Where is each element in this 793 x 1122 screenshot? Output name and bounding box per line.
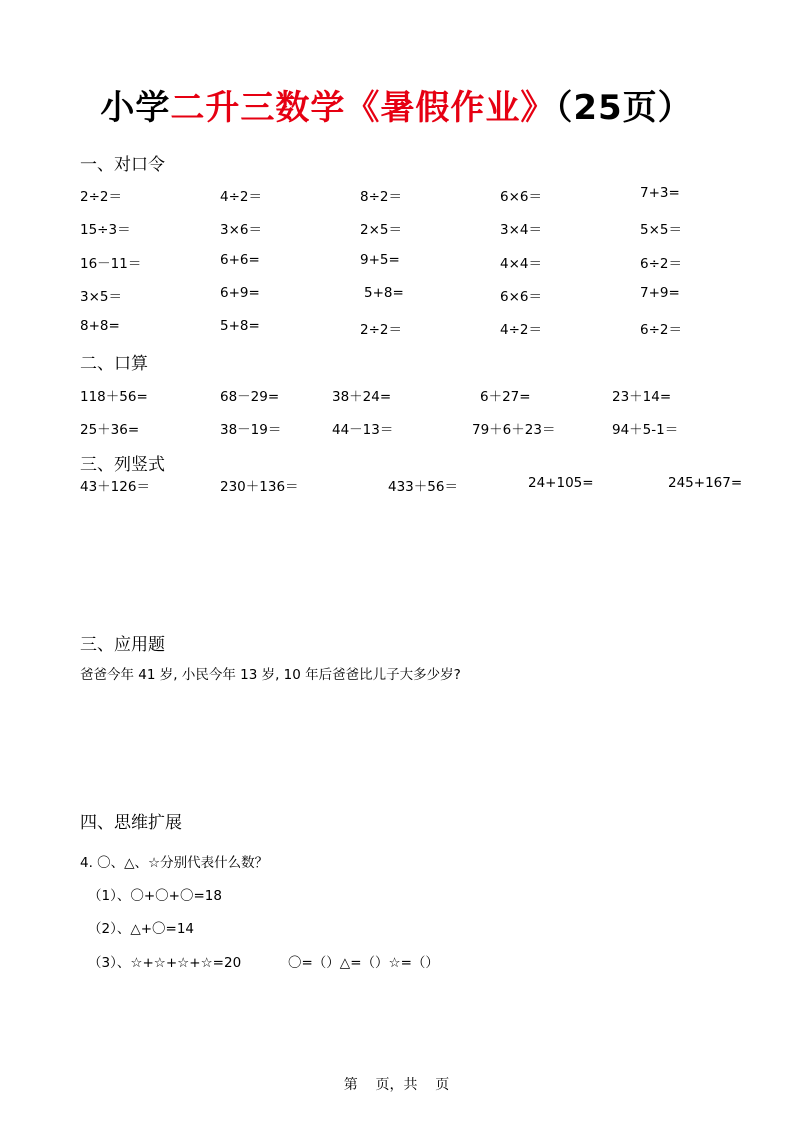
drill-problem: 2÷2＝ bbox=[80, 189, 122, 205]
drill-problem: 6+6= bbox=[220, 252, 260, 268]
drill-problem: 7+3= bbox=[640, 185, 680, 201]
thinking-answer-blanks: 〇=（）△=（）☆=（） bbox=[288, 955, 439, 971]
thinking-line-1: （1）、〇+〇+〇=18 bbox=[88, 888, 222, 904]
word-problem-text: 爸爸今年 41 岁, 小民今年 13 岁, 10 年后爸爸比儿子大多少岁? bbox=[80, 667, 461, 683]
mental-math-problem: 23＋14= bbox=[612, 389, 672, 405]
section-heading-oral-drill: 一、对口令 bbox=[80, 155, 165, 175]
section-heading-mental-math: 二、口算 bbox=[80, 354, 148, 374]
mental-math-problem: 68－29= bbox=[220, 389, 280, 405]
drill-problem: 6+9= bbox=[220, 285, 260, 301]
drill-row bbox=[0, 218, 793, 238]
mental-math-problem: 38＋24= bbox=[332, 389, 392, 405]
drill-problem: 15÷3＝ bbox=[80, 222, 131, 238]
drill-problem: 16－11＝ bbox=[80, 256, 142, 272]
thinking-line-2: （2）、△+〇=14 bbox=[88, 921, 195, 937]
vertical-calc-problem: 433＋56＝ bbox=[388, 479, 458, 495]
page-footer: 第 页，共 页 bbox=[343, 1077, 450, 1093]
title-part-2: 二升三数学《暑假作业》 bbox=[170, 88, 556, 128]
drill-problem: 3×5＝ bbox=[80, 289, 122, 305]
vertical-calc-problem: 43＋126＝ bbox=[80, 479, 150, 495]
drill-problem: 5+8= bbox=[364, 285, 404, 301]
drill-problem: 2×5＝ bbox=[360, 222, 402, 238]
title-part-3: （25页） bbox=[555, 88, 693, 128]
title-part-1: 小学 bbox=[100, 88, 171, 128]
drill-problem: 3×4＝ bbox=[500, 222, 542, 238]
mental-math-problem: 79＋6＋23＝ bbox=[472, 422, 556, 438]
mental-math-problem: 38－19＝ bbox=[220, 422, 282, 438]
drill-problem: 6÷2＝ bbox=[640, 322, 682, 338]
mental-math-problem: 94＋5-1＝ bbox=[612, 422, 679, 438]
vertical-calc-row bbox=[0, 475, 793, 495]
drill-row bbox=[0, 285, 793, 305]
drill-problem: 7+9= bbox=[640, 285, 680, 301]
mental-math-problem: 118＋56= bbox=[80, 389, 148, 405]
drill-row bbox=[0, 318, 793, 338]
drill-row bbox=[0, 252, 793, 272]
mental-math-problem: 44－13＝ bbox=[332, 422, 394, 438]
vertical-calc-problem: 24+105= bbox=[528, 475, 594, 491]
thinking-question: 4. 〇、△、☆分别代表什么数？ bbox=[80, 855, 269, 871]
thinking-line-3: （3）、☆+☆+☆+☆=20 bbox=[88, 955, 242, 971]
drill-problem: 6×6＝ bbox=[500, 189, 542, 205]
drill-problem: 2÷2＝ bbox=[360, 322, 402, 338]
drill-problem: 9+5= bbox=[360, 252, 400, 268]
drill-problem: 3×6＝ bbox=[220, 222, 262, 238]
drill-problem: 8÷2＝ bbox=[360, 189, 402, 205]
drill-row bbox=[0, 185, 793, 205]
section-heading-thinking: 四、思维扩展 bbox=[80, 813, 182, 833]
drill-problem: 5+8= bbox=[220, 318, 260, 334]
drill-problem: 4×4＝ bbox=[500, 256, 542, 272]
vertical-calc-problem: 245+167= bbox=[668, 475, 743, 491]
drill-problem: 6×6＝ bbox=[500, 289, 542, 305]
drill-problem: 6÷2＝ bbox=[640, 256, 682, 272]
page-title bbox=[0, 80, 793, 129]
drill-problem: 5×5＝ bbox=[640, 222, 682, 238]
drill-problem: 8+8= bbox=[80, 318, 120, 334]
drill-problem: 4÷2＝ bbox=[500, 322, 542, 338]
mental-math-row bbox=[0, 418, 793, 438]
vertical-calc-problem: 230＋136＝ bbox=[220, 479, 299, 495]
mental-math-problem: 6＋27= bbox=[480, 389, 531, 405]
drill-problem: 4÷2＝ bbox=[220, 189, 262, 205]
mental-math-row bbox=[0, 385, 793, 405]
mental-math-problem: 25＋36= bbox=[80, 422, 140, 438]
section-heading-vertical-calc: 三、列竖式 bbox=[80, 455, 165, 475]
section-heading-word-problem: 三、应用题 bbox=[80, 635, 165, 655]
